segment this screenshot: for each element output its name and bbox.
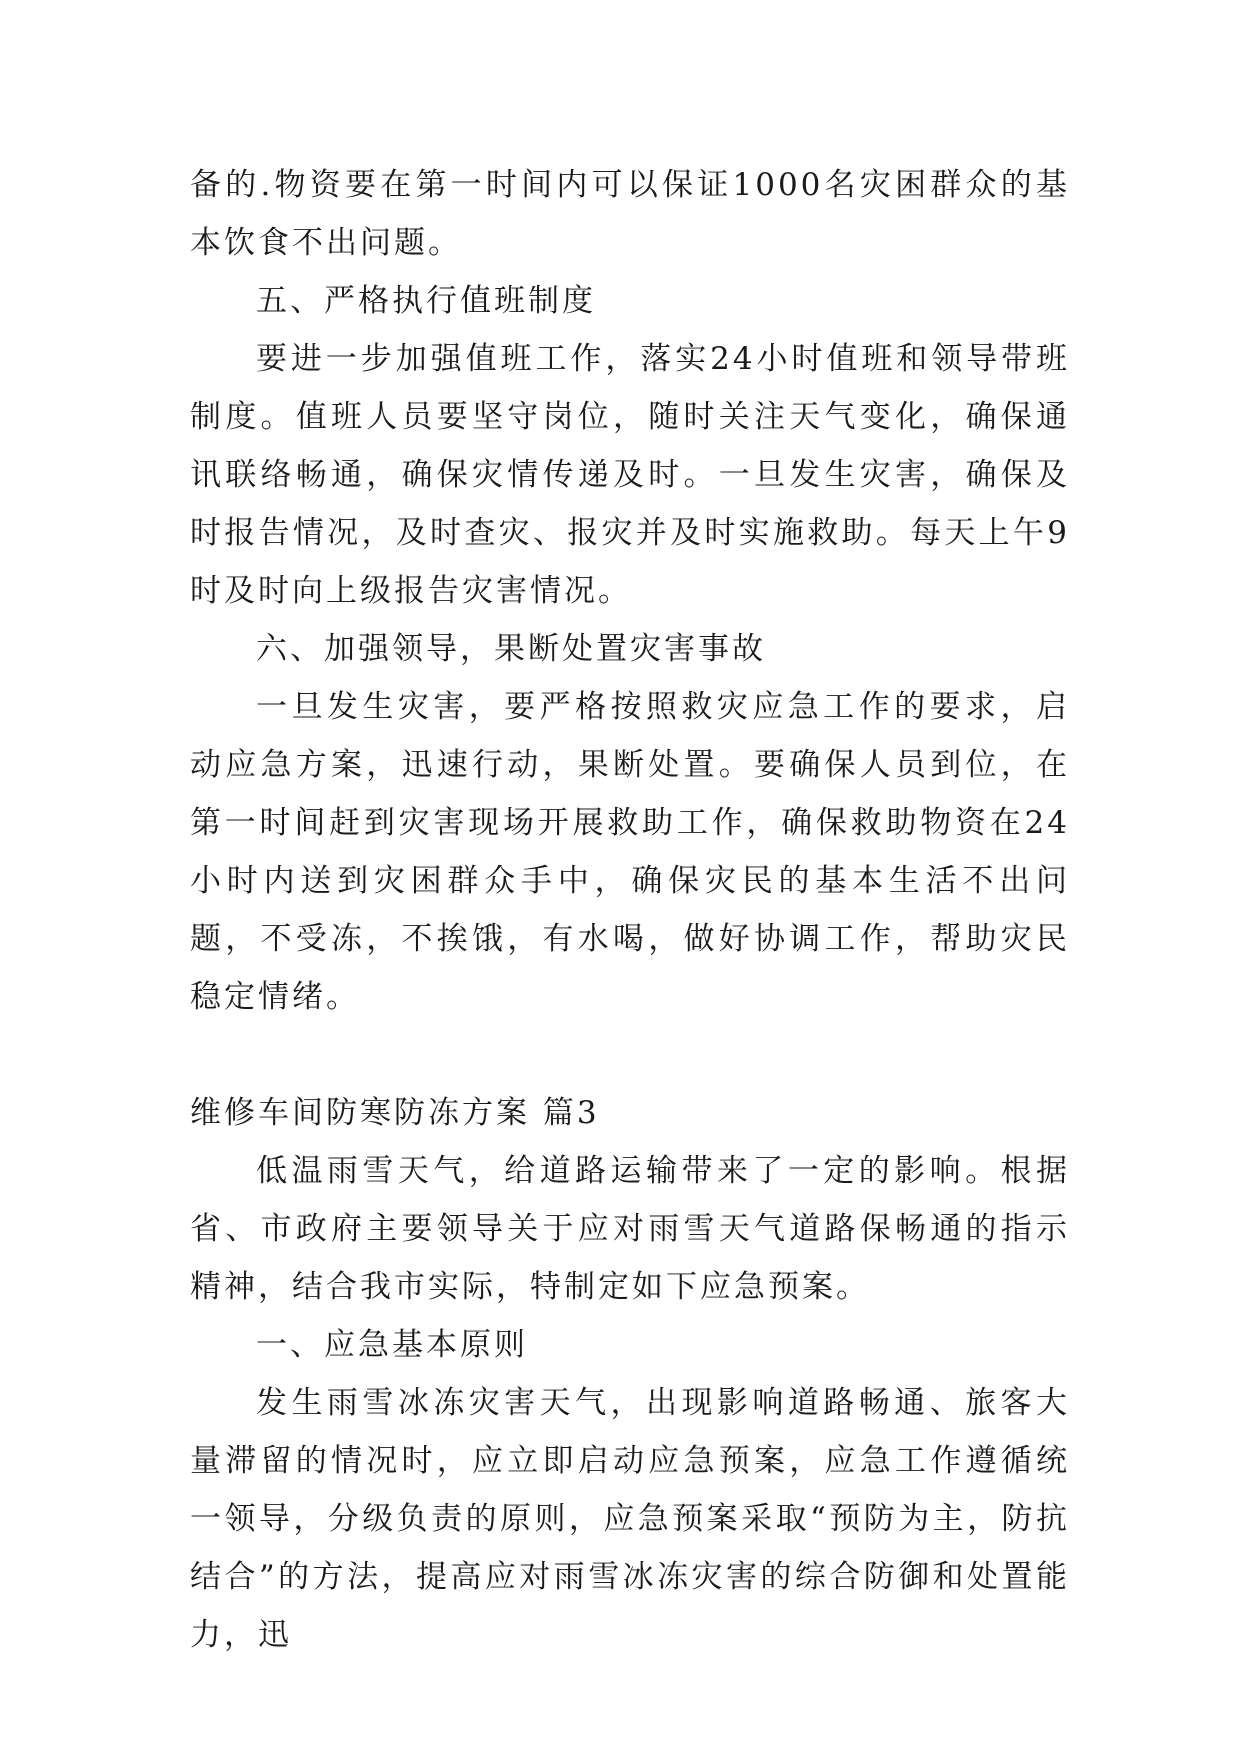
continuation-paragraph: 备的.物资要在第一时间内可以保证1000名灾困群众的基本饮食不出问题。 (190, 167, 1070, 261)
body-paragraph-1: 发生雨雪冰冻灾害天气，出现影响道路畅通、旅客大量滞留的情况时，应立即启动应急预案，应急工作遵循统一领导，分级负责的原则，应急预案采取“预防为主，防抗结合”的方法，提高应对雨雪冰冻灾害的综合防御和处置能力，迅 (190, 1385, 1070, 1653)
body-paragraph-5: 要进一步加强值班工作，落实24小时值班和领导带班制度。值班人员要坚守岗位，随时关注天气变化，确保通讯联络畅通，确保灾情传递及时。一旦发生灾害，确保及时报告情况，及时查灾、报灾并及时实施救助。每天上午9时及时向上级报告灾害情况。 (190, 341, 1070, 609)
body-paragraph-6: 一旦发生灾害，要严格按照救灾应急工作的要求，启动应急方案，迅速行动，果断处置。要确保人员到位，在第一时间赶到灾害现场开展救助工作，确保救助物资在24小时内送到灾困群众手中，确保灾民的基本生活不出问题，不受冻，不挨饿，有水喝，做好协调工作，帮助灾民稳定情绪。 (190, 689, 1070, 1015)
document-title: 维修车间防寒防冻方案 篇3 (190, 1095, 600, 1131)
intro-paragraph: 低温雨雪天气，给道路运输带来了一定的影响。根据省、市政府主要领导关于应对雨雪天气道路保畅通的指示精神，结合我市实际，特制定如下应急预案。 (190, 1153, 1070, 1305)
section-heading-5: 五、严格执行值班制度 (256, 283, 596, 319)
section-heading-1: 一、应急基本原则 (256, 1327, 528, 1363)
document-body (190, 156, 1070, 1664)
section-heading-6: 六、加强领导，果断处置灾害事故 (256, 631, 766, 667)
section-spacer (190, 1026, 1070, 1084)
